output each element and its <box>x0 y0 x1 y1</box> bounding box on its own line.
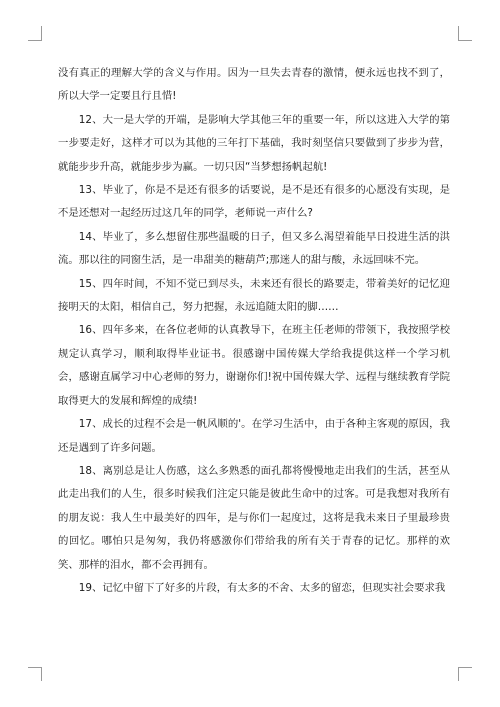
crop-mark-bottom-left-v <box>41 667 42 681</box>
paragraph-11-continued: 没有真正的理解大学的含义与作用。因为一旦失去青春的激情，便永远也找不到了，所以大学一定要且行且惜! <box>58 67 450 103</box>
crop-mark-top-right-h <box>458 40 472 41</box>
paragraph-17: 17、成长的过程不会是一帆风顺的'。在学习生活中，由于各种主客观的原因，我还是遇到了许多问题。 <box>58 418 450 454</box>
paragraph-12: 12、大一是大学的开端，是影响大学其他三年的重要一年，所以这进入大学的第一步要走好，这样才可以为其他的三年打下基础，我时刻坚信只要做到了步步为营，就能步步升高，就能步步为赢。一切只因“当梦想扬帆起航! <box>58 113 450 173</box>
paragraph-16: 16、四年多来，在各位老师的认真教导下，在班主任老师的带领下，我按照学校规定认真学习，顺利取得毕业证书。很感谢中国传媒大学给我提供这样一个学习机会，感谢直属学习中心老师的努力，谢谢你们!祝中国传媒大学、远程与继续教育学院取得更大的发展和辉煌的成绩! <box>58 324 450 407</box>
crop-mark-top-left-h <box>28 40 42 41</box>
paragraph-19: 19、记忆中留下了好多的片段，有太多的不舍、太多的留恋，但现实社会要求我 <box>78 581 446 594</box>
paragraph-18: 18、离别总是让人伤感，这么多熟悉的面孔都将慢慢地走出我们的生活，甚至从此走出我们的人生，很多时候我们注定只能是彼此生命中的过客。可是我想对我所有的朋友说：我人生中最美好的四年，是与你们一起度过，这将是我未来日子里最珍贵的回忆。哪怕只是匆匆，我仍将感激你们带给我的所有关于青春的记忆。那样的欢笑、那样的泪水，都不会再拥有。 <box>58 464 450 571</box>
crop-mark-bottom-left-h <box>28 667 42 668</box>
document-body <box>58 62 450 600</box>
paragraph-14: 14、毕业了，多么想留住那些温暖的日子，但又多么渴望着能早日投进生活的洪流。那以往的同窗生活，是一串甜美的糖葫芦;那迷人的甜与酸，永远回味不完。 <box>58 230 450 267</box>
crop-mark-top-right-v <box>458 26 459 40</box>
crop-mark-top-left-v <box>41 26 42 40</box>
crop-mark-bottom-right-h <box>458 667 472 668</box>
paragraph-13: 13、毕业了，你是不是还有很多的话要说，是不是还有很多的心愿没有实现，是不是还想对一起经历过这几年的同学，老师说一声什么? <box>58 184 450 220</box>
paragraph-15: 15、四年时间，不知不觉已到尽头，未来还有很长的路要走，带着美好的记忆迎接明天的太阳，相信自己，努力把握，永远追随太阳的脚…… <box>58 277 450 314</box>
crop-mark-bottom-right-v <box>458 667 459 681</box>
